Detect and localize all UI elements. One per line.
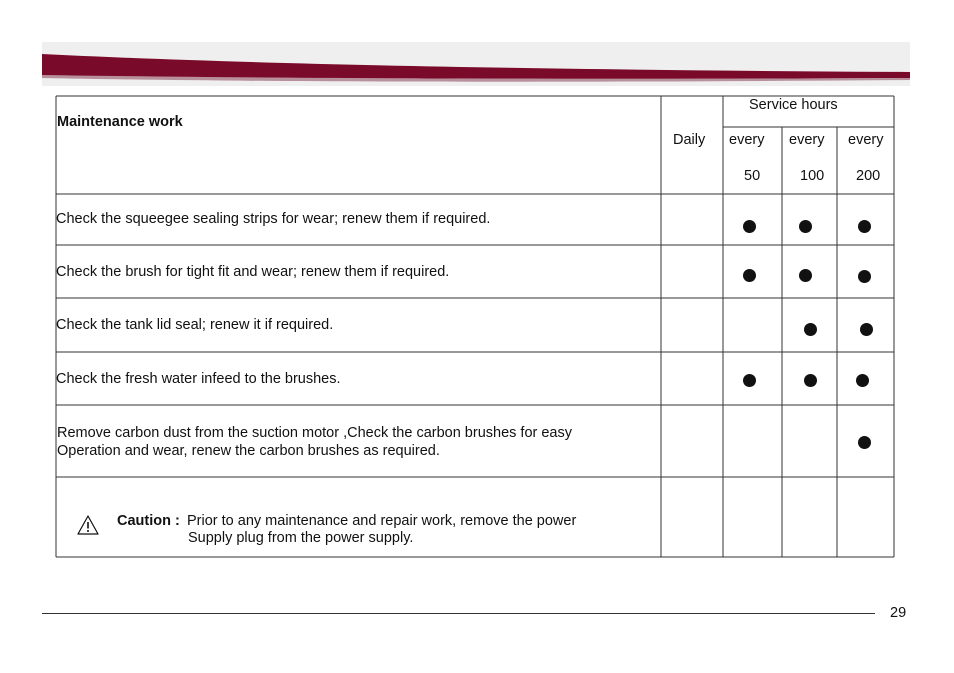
daily-header: Daily <box>673 132 706 148</box>
caution-text-line1: Prior to any maintenance and repair work, remove the power <box>187 513 577 529</box>
row-text-carbon-line1: Remove carbon dust from the suction motor ,Check the carbon brushes for easy <box>57 425 572 441</box>
row-text-brush: Check the brush for tight fit and wear; renew them if required. <box>56 264 450 280</box>
dot-row2-200h <box>858 270 871 283</box>
dot-row3-200h <box>860 323 873 336</box>
every-50-label: every <box>729 132 765 148</box>
dot-row1-200h <box>858 220 871 233</box>
footer-divider <box>42 613 875 614</box>
hours-100-label: 100 <box>800 168 825 184</box>
caution-label: Caution : <box>117 513 180 529</box>
dot-row5-200h <box>858 436 871 449</box>
dot-row2-50h <box>743 269 756 282</box>
row-text-tank-lid: Check the tank lid seal; renew it if required. <box>56 317 334 333</box>
dot-row4-50h <box>743 374 756 387</box>
maintenance-work-header: Maintenance work <box>57 114 183 130</box>
warning-triangle-icon <box>76 514 100 536</box>
row-text-squeegee: Check the squeegee sealing strips for wear; renew them if required. <box>56 211 491 227</box>
dot-row4-100h <box>804 374 817 387</box>
hours-200-label: 200 <box>856 168 881 184</box>
every-100-label: every <box>789 132 825 148</box>
dot-row1-100h <box>799 220 812 233</box>
page-number: 29 <box>890 605 907 621</box>
caution-text-line2: Supply plug from the power supply. <box>188 530 414 546</box>
dot-row2-100h <box>799 269 812 282</box>
row-text-carbon-line2: Operation and wear, renew the carbon brushes as required. <box>57 443 440 459</box>
dot-row1-50h <box>743 220 756 233</box>
hours-50-label: 50 <box>744 168 761 184</box>
row-text-fresh-water: Check the fresh water infeed to the brushes. <box>56 371 341 387</box>
dot-row4-200h <box>856 374 869 387</box>
service-hours-header: Service hours <box>749 97 838 113</box>
dot-row3-100h <box>804 323 817 336</box>
every-200-label: every <box>848 132 884 148</box>
